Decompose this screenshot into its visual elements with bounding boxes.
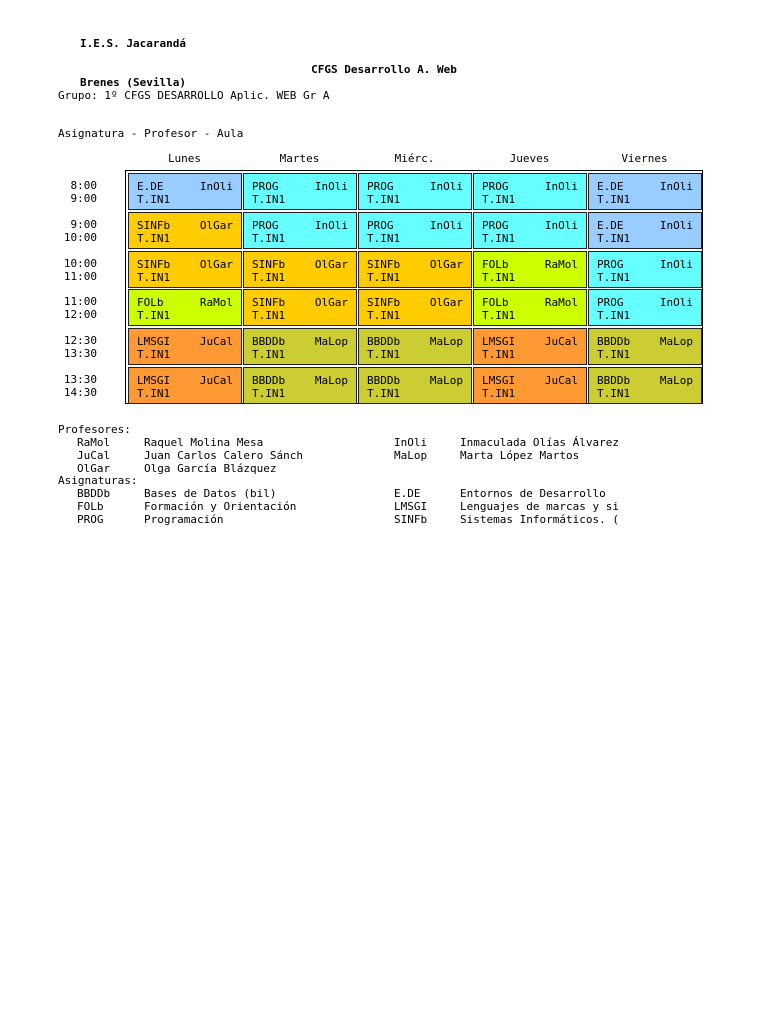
subject-code: LMSGI [137,335,171,348]
subject-name: Programación [144,513,224,526]
subject-name: Formación y Orientación [144,500,297,513]
room-code: T.IN1 [252,309,286,322]
teacher-code: MaLop [314,335,348,348]
subject-code: PROG [77,513,104,526]
teacher-code: InOli [659,219,693,232]
day-header: Lunes [167,152,202,165]
room-code: T.IN1 [597,232,631,245]
room-code: T.IN1 [482,309,516,322]
timetable-cell [588,212,702,249]
teacher-code: InOli [314,180,348,193]
teacher-name: Marta López Martos [460,449,580,462]
teacher-code: InOli [429,180,463,193]
time-end: 11:00 [63,270,97,283]
subject-code: E.DE [137,180,164,193]
teacher-code: OlGar [199,219,233,232]
teacher-code: InOli [659,296,693,309]
subject-code: BBDDb [252,374,286,387]
room-code: T.IN1 [367,309,401,322]
subject-code: PROG [367,180,394,193]
subject-code: BBDDb [597,374,631,387]
subject-code: SINFb [367,296,401,309]
teacher-name: Juan Carlos Calero Sánch [144,449,303,462]
room-code: T.IN1 [597,193,631,206]
subject-code: PROG [252,219,279,232]
teacher-code: MaLop [394,449,428,462]
subject-code: SINFb [367,258,401,271]
time-end: 10:00 [63,231,97,244]
teacher-code: RaMol [199,296,233,309]
timetable-cell [473,289,587,326]
day-header: Jueves [509,152,550,165]
teacher-code: InOli [659,180,693,193]
subjects-heading: Asignaturas: [58,474,138,487]
subject-code: PROG [482,219,509,232]
room-code: T.IN1 [252,348,286,361]
time-start: 8:00 [70,179,97,192]
page-title: CFGS Desarrollo A. Web [311,63,457,76]
room-code: T.IN1 [367,387,401,400]
room-code: T.IN1 [137,387,171,400]
teacher-code: JuCal [199,335,233,348]
subject-code: SINFb [137,219,171,232]
timetable-cell [243,367,357,404]
room-code: T.IN1 [597,271,631,284]
time-start: 9:00 [70,218,97,231]
subject-code: SINFb [252,258,286,271]
timetable-cell [358,251,472,288]
teacher-code: InOli [314,219,348,232]
timetable-cell [358,212,472,249]
timetable-cell [588,367,702,404]
room-code: T.IN1 [482,193,516,206]
teacher-code: OlGar [314,258,348,271]
timetable-cell [588,289,702,326]
timetable-cell [128,328,242,365]
teacher-code: JuCal [77,449,111,462]
cell-legend: Asignatura - Profesor - Aula [58,127,244,140]
teacher-code: OlGar [77,462,111,475]
subject-code: FOLb [482,296,509,309]
timetable-cell [243,289,357,326]
timetable-cell [128,289,242,326]
time-start: 13:30 [63,373,97,386]
timetable-cell [243,328,357,365]
room-code: T.IN1 [252,271,286,284]
time-start: 12:30 [63,334,97,347]
room-code: T.IN1 [137,193,171,206]
day-header: Viernes [621,152,668,165]
teacher-code: RaMol [544,296,578,309]
day-header: Martes [279,152,320,165]
room-code: T.IN1 [252,387,286,400]
timetable-cell [473,173,587,210]
subject-name: Lenguajes de marcas y si [460,500,619,513]
subject-code: BBDDb [597,335,631,348]
teachers-heading: Profesores: [58,423,131,436]
subject-code: PROG [252,180,279,193]
room-code: T.IN1 [482,232,516,245]
subject-code: FOLb [137,296,164,309]
teacher-code: MaLop [659,335,693,348]
subject-name: Bases de Datos (bil) [144,487,277,500]
timetable-cell [473,367,587,404]
subject-code: BBDDb [252,335,286,348]
room-code: T.IN1 [137,309,171,322]
subject-code: LMSGI [137,374,171,387]
room-code: T.IN1 [367,271,401,284]
time-slot-label [58,218,97,244]
teacher-code: RaMol [544,258,578,271]
time-slot-label [58,295,97,321]
subject-code: PROG [482,180,509,193]
subject-code: LMSGI [482,374,516,387]
subject-code: FOLb [77,500,104,513]
teacher-code: OlGar [429,258,463,271]
subject-code: SINFb [137,258,171,271]
timetable-cell [358,289,472,326]
time-slot-label [58,257,97,283]
teacher-code: JuCal [544,374,578,387]
room-code: T.IN1 [597,309,631,322]
subject-code: LMSGI [394,500,428,513]
subject-code: BBDDb [77,487,111,500]
subject-code: PROG [367,219,394,232]
group-label: Grupo: 1º CFGS DESARROLLO Aplic. WEB Gr A [58,89,330,102]
room-code: T.IN1 [252,232,286,245]
time-start: 10:00 [63,257,97,270]
room-code: T.IN1 [137,232,171,245]
room-code: T.IN1 [367,232,401,245]
school-location: Brenes (Sevilla) [80,76,186,89]
timetable-cell [473,328,587,365]
teacher-code: MaLop [314,374,348,387]
time-end: 14:30 [63,386,97,399]
subject-code: PROG [597,296,624,309]
room-code: T.IN1 [482,348,516,361]
timetable-cell [128,212,242,249]
teacher-code: InOli [544,180,578,193]
school-name: I.E.S. Jacarandá [80,37,186,50]
subject-code: SINFb [394,513,428,526]
teacher-code: InOli [199,180,233,193]
subject-code: SINFb [252,296,286,309]
subject-name: Entornos de Desarrollo [460,487,606,500]
timetable-cell [243,212,357,249]
room-code: T.IN1 [367,348,401,361]
subject-code: BBDDb [367,374,401,387]
timetable-cell [588,173,702,210]
timetable-cell [588,251,702,288]
timetable-cell [358,367,472,404]
room-code: T.IN1 [597,387,631,400]
timetable-cell [243,251,357,288]
timetable-cell [243,173,357,210]
subject-code: E.DE [394,487,421,500]
teacher-code: InOli [429,219,463,232]
room-code: T.IN1 [137,348,171,361]
teacher-name: Olga García Blázquez [144,462,277,475]
timetable-cell [473,212,587,249]
teacher-code: JuCal [199,374,233,387]
teacher-code: MaLop [429,335,463,348]
time-end: 12:00 [63,308,97,321]
timetable-cell [128,173,242,210]
teacher-code: OlGar [199,258,233,271]
timetable-cell [128,251,242,288]
day-header: Miérc. [394,152,435,165]
teacher-name: Inmaculada Olías Álvarez [460,436,619,449]
teacher-code: InOli [659,258,693,271]
teacher-code: OlGar [314,296,348,309]
subject-name: Sistemas Informáticos. ( [460,513,619,526]
subject-code: E.DE [597,219,624,232]
subject-code: LMSGI [482,335,516,348]
room-code: T.IN1 [252,193,286,206]
teacher-code: OlGar [429,296,463,309]
subject-code: PROG [597,258,624,271]
timetable-cell [588,328,702,365]
timetable-grid [125,170,703,404]
teacher-code: JuCal [544,335,578,348]
timetable-cell [358,173,472,210]
teacher-code: MaLop [659,374,693,387]
teacher-name: Raquel Molina Mesa [144,436,264,449]
time-end: 13:30 [63,347,97,360]
time-end: 9:00 [70,192,97,205]
teacher-code: RaMol [77,436,111,449]
time-start: 11:00 [63,295,97,308]
room-code: T.IN1 [367,193,401,206]
timetable-cell [358,328,472,365]
time-slot-label [58,179,97,205]
room-code: T.IN1 [597,348,631,361]
room-code: T.IN1 [482,271,516,284]
teacher-code: MaLop [429,374,463,387]
timetable-cell [128,367,242,404]
subject-code: FOLb [482,258,509,271]
room-code: T.IN1 [137,271,171,284]
time-slot-label [58,334,97,360]
subject-code: BBDDb [367,335,401,348]
room-code: T.IN1 [482,387,516,400]
subject-code: E.DE [597,180,624,193]
time-slot-label [58,373,97,399]
teacher-code: InOli [394,436,428,449]
teacher-code: InOli [544,219,578,232]
timetable-cell [473,251,587,288]
